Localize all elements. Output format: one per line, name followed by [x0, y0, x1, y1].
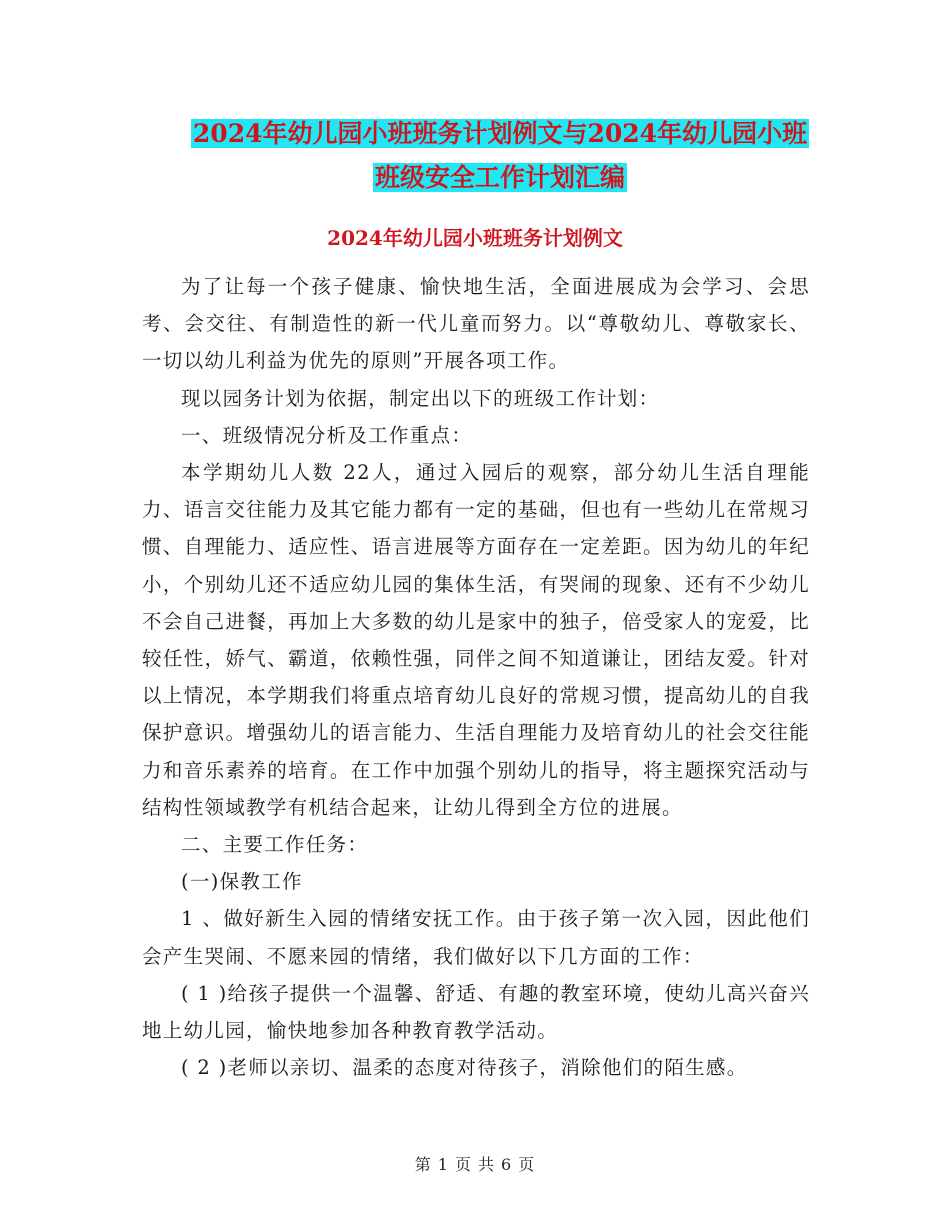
document-body [142, 268, 810, 1086]
paragraph: 现以园务计划为依据，制定出以下的班级工作计划： [181, 386, 660, 410]
footer-total-unit: 页 [518, 1155, 536, 1174]
document-title [140, 112, 860, 200]
paragraph: 1 、做好新生入园的情绪安抚工作。由于孩子第一次入园，因此他们会产生哭闹、不愿来园的情绪，我们做好以下几方面的工作： [142, 907, 810, 968]
paragraph: 二、主要工作任务： [181, 833, 369, 857]
paragraph: 本学期幼儿人数 22人，通过入园后的观察，部分幼儿生活自理能力、语言交往能力及其它能力都有一定的基础，但也有一些幼儿在常规习惯、自理能力、适应性、语言进展等方面存在一定差距。因为幼儿的年纪小，个别幼儿还不适应幼儿园的集体生活，有哭闹的现象、还有不少幼儿不会自己进餐，再加上大多数的幼儿是家中的独子，倍受家人的宠爱，比较任性，娇气、霸道，依赖性强，同伴之间不知道谦让，团结友爱。针对以上情况，本学期我们将重点培育幼儿良好的常规习惯，提高幼儿的自我保护意识。增强幼儿的语言能力、生活自理能力及培育幼儿的社会交往能力和音乐素养的培育。在工作中加强个别幼儿的指导，将主题探究活动与结构性领域教学有机结合起来，让幼儿得到全方位的进展。 [142, 461, 810, 819]
paragraph: 一、班级情况分析及工作重点： [181, 423, 473, 447]
footer-prefix: 第 [414, 1155, 432, 1174]
footer-page-number: 1 [437, 1155, 449, 1174]
paragraph: ( 2 )老师以亲切、温柔的态度对待孩子，消除他们的陌生感。 [181, 1056, 748, 1080]
footer-total-prefix: 共 [478, 1155, 496, 1174]
page-footer [0, 1152, 950, 1175]
section-title: 2024年幼儿园小班班务计划例文 [327, 226, 623, 250]
document-title-line-2: 班级安全工作计划汇编 [374, 163, 625, 192]
document-title-line-1: 2024年幼儿园小班班务计划例文与2024年幼儿园小班 [192, 119, 808, 148]
paragraph: 为了让每一个孩子健康、愉快地生活，全面进展成为会学习、会思考、会交往、有制造性的新一代儿童而努力。以“尊敬幼儿、尊敬家长、一切以幼儿利益为优先的原则”开展各项工作。 [142, 275, 810, 373]
footer-page-unit: 页 [454, 1155, 472, 1174]
paragraph: (一)保教工作 [181, 870, 303, 894]
paragraph: ( 1 )给孩子提供一个温馨、舒适、有趣的教室环境，使幼儿高兴奋兴地上幼儿园，愉快地参加各种教育教学活动。 [142, 981, 810, 1043]
footer-total-pages: 6 [501, 1155, 513, 1174]
